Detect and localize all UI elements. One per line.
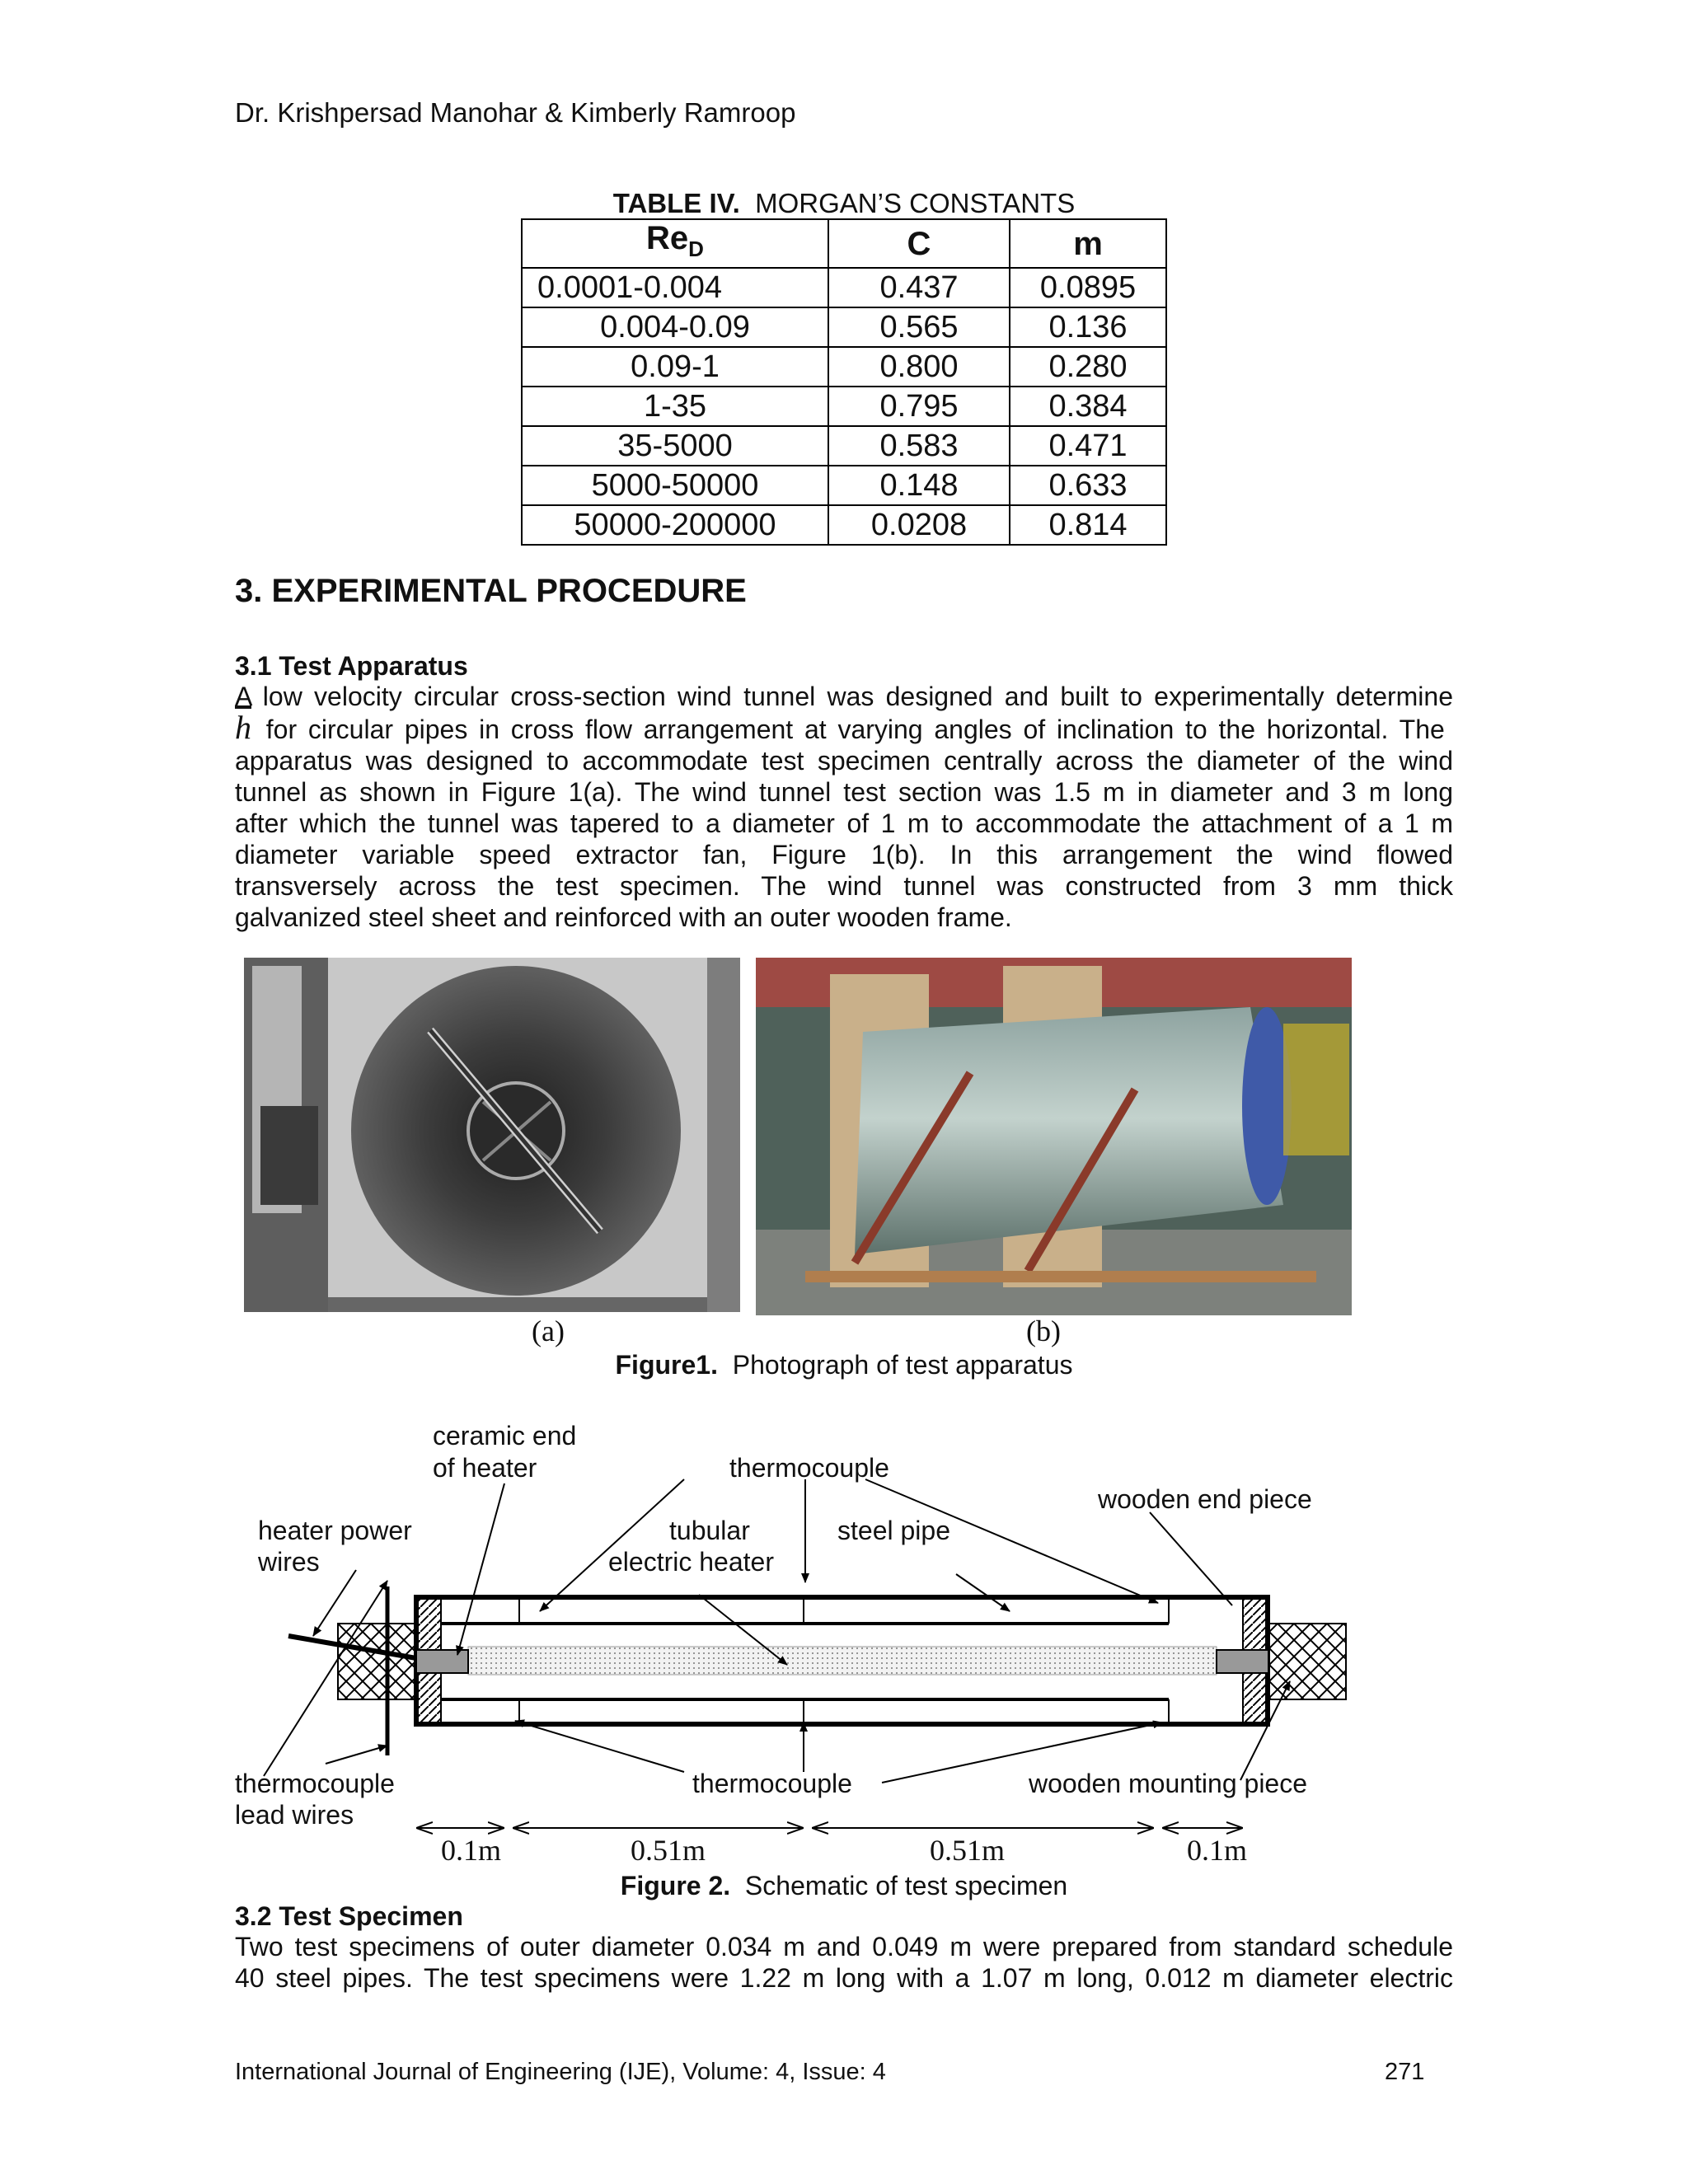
- paragraph-line: apparatus was designed to accommodate test specimen centrally across the diameter of the wind: [235, 746, 1453, 776]
- arrow-thermocouple-bottom-left: [515, 1721, 684, 1772]
- figure1-label-b: (b): [1026, 1315, 1061, 1347]
- table-cell: 0.0895: [1010, 268, 1166, 307]
- label-tubular-2: electric heater: [608, 1547, 774, 1577]
- label-tc-lead-2: lead wires: [235, 1800, 354, 1830]
- ceramic-end-left: [416, 1650, 468, 1673]
- dimension-label: 0.1m: [1187, 1834, 1248, 1867]
- label-thermocouple-top: thermocouple: [729, 1453, 889, 1483]
- table-cell: 5000-50000: [522, 466, 828, 505]
- label-wooden-end-piece: wooden end piece: [1098, 1484, 1312, 1514]
- table-cell: 0.0208: [828, 505, 1010, 545]
- subsection-title-3-2: 3.2 Test Specimen: [235, 1901, 463, 1931]
- dimension-label: 0.1m: [441, 1834, 502, 1867]
- table-row: [522, 307, 1166, 347]
- table-cell: 50000-200000: [522, 505, 828, 545]
- figure2-schematic: [0, 1401, 1688, 1879]
- ceramic-end-right: [1217, 1650, 1268, 1673]
- dimension-label: 0.51m: [930, 1834, 1006, 1867]
- label-steel-pipe: steel pipe: [837, 1516, 950, 1545]
- wooden-mounting-piece-left: [338, 1624, 416, 1699]
- table-cell: 0.0001-0.004: [522, 268, 828, 307]
- figure2-caption-label: Figure 2.: [620, 1871, 731, 1900]
- label-tubular-1: tubular: [669, 1516, 750, 1545]
- table-cell: 0.280: [1010, 347, 1166, 387]
- table-cell: 0.384: [1010, 387, 1166, 426]
- header-red-sub: D: [688, 237, 704, 261]
- photo-wind-tunnel-front: [244, 958, 740, 1312]
- table-cell: 1-35: [522, 387, 828, 426]
- journal-footer: International Journal of Engineering (IJE), Volume: 4, Issue: 4: [235, 2059, 886, 2085]
- section-title: 3. EXPERIMENTAL PROCEDURE: [235, 573, 747, 609]
- running-head: Dr. Krishpersad Manohar & Kimberly Ramroop: [235, 97, 796, 128]
- label-heater-power-2: wires: [258, 1547, 320, 1577]
- paragraph-line: 40 steel pipes. The test specimens were 1.22 m long with a 1.07 m long, 0.012 m diameter electric: [235, 1963, 1453, 1993]
- header-m: m: [1010, 219, 1166, 268]
- table-cell: 0.583: [828, 426, 1010, 466]
- arrow-ceramic: [457, 1483, 504, 1655]
- header-c: C: [828, 219, 1010, 268]
- paragraph-line-with-symbol: [235, 709, 1453, 746]
- table-cell: 0.471: [1010, 426, 1166, 466]
- table-cell: 0.800: [828, 347, 1010, 387]
- page-number: 271: [1385, 2059, 1425, 2085]
- morgan-constants-table: [521, 218, 1167, 546]
- label-heater-power-1: heater power: [258, 1516, 412, 1545]
- table-cell: 0.136: [1010, 307, 1166, 347]
- paragraph-test-apparatus: [235, 681, 1453, 933]
- paragraph-line: A low velocity circular cross-section wind tunnel was designed and built to experimentally determine: [235, 682, 1453, 711]
- label-ceramic-end-2: of heater: [433, 1453, 537, 1483]
- table-row: [522, 387, 1166, 426]
- table-caption-label: TABLE IV.: [612, 188, 740, 218]
- paragraph-line: diameter variable speed extractor fan, Figure 1(b). In this arrangement the wind flowed: [235, 840, 1453, 869]
- figure2-caption: [0, 1871, 1688, 1901]
- table-row: [522, 466, 1166, 505]
- table-cell: 0.565: [828, 307, 1010, 347]
- figure1-caption-text: Photograph of test apparatus: [732, 1350, 1073, 1380]
- table-caption: [0, 188, 1688, 219]
- figure1-label-a: (a): [532, 1315, 565, 1347]
- figure1-caption: [0, 1350, 1688, 1380]
- label-thermocouple-bottom: thermocouple: [692, 1769, 852, 1798]
- table-row: [522, 505, 1166, 545]
- photo-b-illustration: [756, 958, 1352, 1315]
- arrow-tc-lead-down: [326, 1746, 387, 1764]
- paragraph-line: Two test specimens of outer diameter 0.034 m and 0.049 m were prepared from standard schedule: [235, 1932, 1453, 1961]
- arrow-steel-pipe: [956, 1574, 1010, 1611]
- table-cell: 0.004-0.09: [522, 307, 828, 347]
- subsection-title-3-1: 3.1 Test Apparatus: [235, 651, 468, 681]
- figure2-caption-text: Schematic of test specimen: [744, 1871, 1068, 1900]
- label-wooden-mounting-piece: wooden mounting piece: [1029, 1769, 1308, 1798]
- photo-wind-tunnel-side: [756, 958, 1352, 1315]
- photo-a-illustration: [244, 958, 740, 1312]
- dimension-label: 0.51m: [631, 1834, 706, 1867]
- tubular-electric-heater: [468, 1647, 1217, 1675]
- arrow-thermocouple-top-left: [540, 1479, 684, 1611]
- paragraph-line: after which the tunnel was tapered to a diameter of 1 m to accommodate the attachment of a 1 m: [235, 808, 1453, 838]
- table-row: [522, 426, 1166, 466]
- figure1-caption-label: Figure1.: [615, 1350, 718, 1380]
- arrow-wooden-end: [1150, 1512, 1232, 1605]
- h-bar-symbol: $\overline{h}$: [235, 709, 251, 746]
- table-cell: 0.795: [828, 387, 1010, 426]
- table-row: [522, 347, 1166, 387]
- header-red: [522, 219, 828, 268]
- paragraph-line: galvanized steel sheet and reinforced with an outer wooden frame.: [235, 902, 1012, 932]
- table-cell: 0.633: [1010, 466, 1166, 505]
- table-cell: 0.148: [828, 466, 1010, 505]
- paragraph-line-text: for circular pipes in cross flow arrangement at varying angles of inclination to the horizontal. The: [265, 715, 1445, 744]
- table-header-row: [522, 219, 1166, 268]
- paragraph-line: transversely across the test specimen. The wind tunnel was constructed from 3 mm thick: [235, 871, 1453, 901]
- table-caption-title: MORGAN’S CONSTANTS: [755, 188, 1076, 218]
- paragraph-test-specimen: [235, 1931, 1453, 1994]
- paragraph-line: tunnel as shown in Figure 1(a). The wind tunnel test section was 1.5 m in diameter and 3 m long: [235, 777, 1453, 807]
- table-row: [522, 268, 1166, 307]
- label-tc-lead-1: thermocouple: [235, 1769, 395, 1798]
- header-red-main: Re: [646, 220, 689, 256]
- table-cell: 0.814: [1010, 505, 1166, 545]
- table-cell: 0.437: [828, 268, 1010, 307]
- wooden-mounting-piece-right: [1268, 1624, 1346, 1699]
- table-cell: 0.09-1: [522, 347, 828, 387]
- table-cell: 35-5000: [522, 426, 828, 466]
- label-ceramic-end-1: ceramic end: [433, 1421, 577, 1451]
